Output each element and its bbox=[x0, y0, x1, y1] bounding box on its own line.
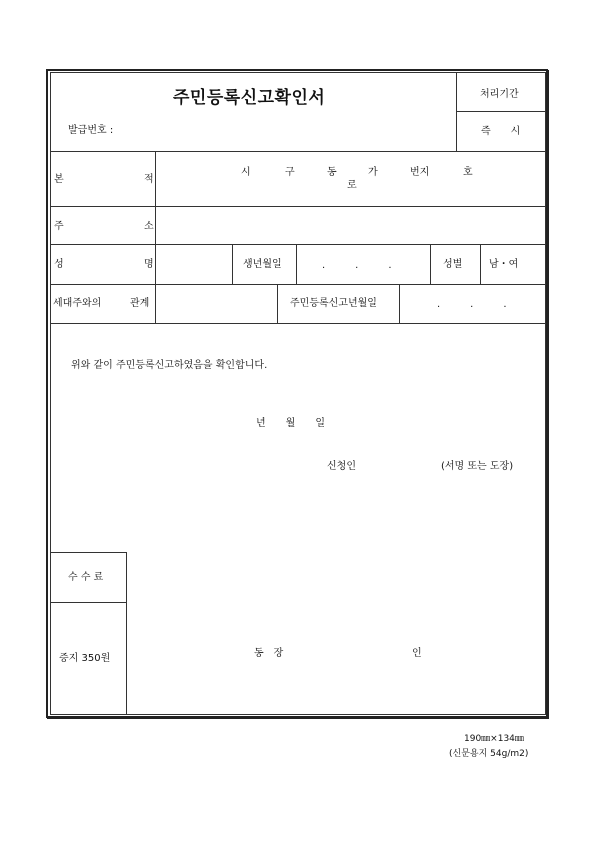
domicile-unit-gu: 구 bbox=[285, 167, 295, 178]
name-label-2: 명 bbox=[144, 259, 154, 270]
divider bbox=[430, 244, 431, 284]
dong-head-label: 동 장 bbox=[254, 648, 284, 659]
address-label-2: 소 bbox=[144, 221, 154, 232]
divider bbox=[277, 284, 278, 323]
domicile-label-2: 적 bbox=[144, 174, 154, 185]
report-date-dots: . . . bbox=[437, 299, 507, 310]
divider bbox=[50, 244, 546, 245]
divider bbox=[296, 244, 297, 284]
relation-label-2: 관계 bbox=[130, 298, 150, 309]
report-date-label: 주민등록신고년월일 bbox=[290, 298, 377, 309]
name-label-1: 성 bbox=[54, 259, 64, 270]
sex-label: 성별 bbox=[443, 259, 463, 270]
relation-label-1: 세대주와의 bbox=[53, 298, 102, 309]
domicile-label-1: 본 bbox=[54, 174, 64, 185]
birthdate-dots: . . . bbox=[322, 260, 392, 271]
birthdate-label: 생년월일 bbox=[243, 259, 282, 270]
domicile-unit-dong: 동 bbox=[327, 167, 337, 178]
form-title: 주민등록신고확인서 bbox=[173, 88, 326, 108]
divider bbox=[50, 602, 127, 603]
divider bbox=[155, 151, 156, 323]
fee-label: 수 수 료 bbox=[68, 572, 104, 583]
divider bbox=[456, 111, 546, 112]
date-line: 년 월 일 bbox=[256, 418, 325, 429]
divider bbox=[50, 206, 546, 207]
confirmation-text: 위와 같이 주민등록신고하였음을 확인합니다. bbox=[71, 360, 268, 371]
processing-period-value: 즉 시 bbox=[481, 126, 521, 137]
domicile-unit-si: 시 bbox=[241, 167, 251, 178]
divider bbox=[232, 244, 233, 284]
signature-hint: (서명 또는 도장) bbox=[441, 461, 514, 472]
domicile-unit-ho: 호 bbox=[463, 167, 473, 178]
issue-number-label: 발급번호 : bbox=[68, 125, 114, 136]
processing-period-label: 처리기간 bbox=[480, 89, 519, 100]
paper-spec: (신문용지 54g/m2) bbox=[449, 749, 529, 759]
address-label-1: 주 bbox=[54, 221, 64, 232]
stamp-label: 증지 350원 bbox=[59, 653, 111, 664]
divider bbox=[50, 284, 546, 285]
divider bbox=[399, 284, 400, 323]
seal-label: 인 bbox=[412, 648, 422, 659]
domicile-unit-ro: 로 bbox=[347, 180, 357, 191]
domicile-unit-beonji: 번지 bbox=[410, 167, 430, 178]
domicile-unit-ga: 가 bbox=[368, 167, 378, 178]
divider bbox=[50, 323, 546, 324]
paper-size: 190㎜×134㎜ bbox=[464, 734, 524, 744]
divider bbox=[50, 552, 127, 553]
applicant-label: 신청인 bbox=[327, 461, 356, 472]
sex-value: 남・여 bbox=[489, 259, 519, 270]
divider bbox=[480, 244, 481, 284]
divider bbox=[50, 151, 546, 152]
divider bbox=[126, 552, 127, 715]
